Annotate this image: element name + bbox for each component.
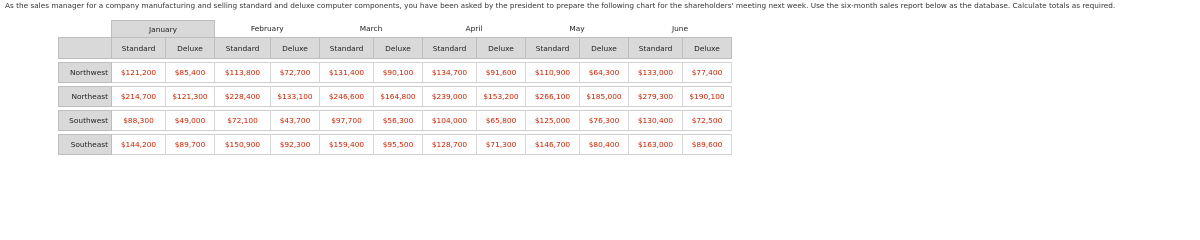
sales-value-cell: $130,400 [629,111,683,131]
type-header-deluxe: Deluxe [166,38,215,59]
sales-value-cell: $150,900 [215,135,271,155]
sales-value-cell: $72,100 [215,111,271,131]
corner-cell [59,38,112,59]
region-label: Southwest [59,111,112,131]
sales-value-cell: $266,100 [526,87,580,107]
region-label: Southeast [59,135,112,155]
table-row [59,63,732,83]
type-header-standard: Standard [526,38,580,59]
sales-value-cell: $88,300 [112,111,166,131]
type-header-deluxe: Deluxe [271,38,320,59]
table-row [59,87,732,107]
sales-value-cell: $214,700 [112,87,166,107]
sales-value-cell: $90,100 [374,63,423,83]
sales-value-cell: $134,700 [423,63,477,83]
month-header: April [465,24,483,34]
sales-report-table [58,20,732,155]
type-header-standard: Standard [320,38,374,59]
month-header: February [250,24,284,34]
month-header: January [112,21,215,38]
sales-value-cell: $133,100 [271,87,320,107]
sales-value-cell: $85,400 [166,63,215,83]
type-header-deluxe: Deluxe [374,38,423,59]
sales-value-cell: $91,600 [477,63,526,83]
type-header-standard: Standard [112,38,166,59]
sales-value-cell: $95,500 [374,135,423,155]
sales-value-cell: $80,400 [580,135,629,155]
sales-value-cell: $76,300 [580,111,629,131]
sales-value-cell: $72,500 [683,111,732,131]
sales-value-cell: $121,200 [112,63,166,83]
type-header-standard: Standard [215,38,271,59]
sales-value-cell: $43,700 [271,111,320,131]
sales-value-cell: $246,600 [320,87,374,107]
sales-value-cell: $185,000 [580,87,629,107]
month-header: May [569,24,585,34]
sales-value-cell: $239,000 [423,87,477,107]
sales-value-cell: $190,100 [683,87,732,107]
sales-value-cell: $65,800 [477,111,526,131]
sales-value-cell: $228,400 [215,87,271,107]
sales-value-cell: $113,800 [215,63,271,83]
month-header: March [359,24,383,34]
sales-value-cell: $89,700 [166,135,215,155]
table-row [59,135,732,155]
sales-value-cell: $125,000 [526,111,580,131]
sales-value-cell: $92,300 [271,135,320,155]
instructions-text: As the sales manager for a company manufacturing and selling standard and deluxe computer components, you have been asked by the president to prepare the following chart for the shareholders' meeting next week. Use the six-month sales report below as the database. Calculate totals as required. [5,1,1116,10]
sales-value-cell: $159,400 [320,135,374,155]
sales-value-cell: $121,300 [166,87,215,107]
sales-value-cell: $110,900 [526,63,580,83]
sales-value-cell: $64,300 [580,63,629,83]
sales-value-cell: $49,000 [166,111,215,131]
type-header-deluxe: Deluxe [683,38,732,59]
sales-value-cell: $128,700 [423,135,477,155]
sales-value-cell: $144,200 [112,135,166,155]
sales-value-cell: $77,400 [683,63,732,83]
sales-value-cell: $153,200 [477,87,526,107]
sales-value-cell: $56,300 [374,111,423,131]
sales-value-cell: $89,600 [683,135,732,155]
sales-value-cell: $164,800 [374,87,423,107]
region-label: Northwest [59,63,112,83]
sales-value-cell: $146,700 [526,135,580,155]
type-header-deluxe: Deluxe [477,38,526,59]
month-header: June [671,24,689,34]
corner-cell [59,21,112,38]
sales-value-cell: $131,400 [320,63,374,83]
type-header-deluxe: Deluxe [580,38,629,59]
sales-value-cell: $71,300 [477,135,526,155]
sales-value-cell: $163,000 [629,135,683,155]
type-header-standard: Standard [423,38,477,59]
type-header-standard: Standard [629,38,683,59]
sales-value-cell: $72,700 [271,63,320,83]
sales-value-cell: $279,300 [629,87,683,107]
sales-value-cell: $104,000 [423,111,477,131]
sales-value-cell: $97,700 [320,111,374,131]
table-row [59,111,732,131]
region-label: Northeast [59,87,112,107]
sales-value-cell: $133,000 [629,63,683,83]
